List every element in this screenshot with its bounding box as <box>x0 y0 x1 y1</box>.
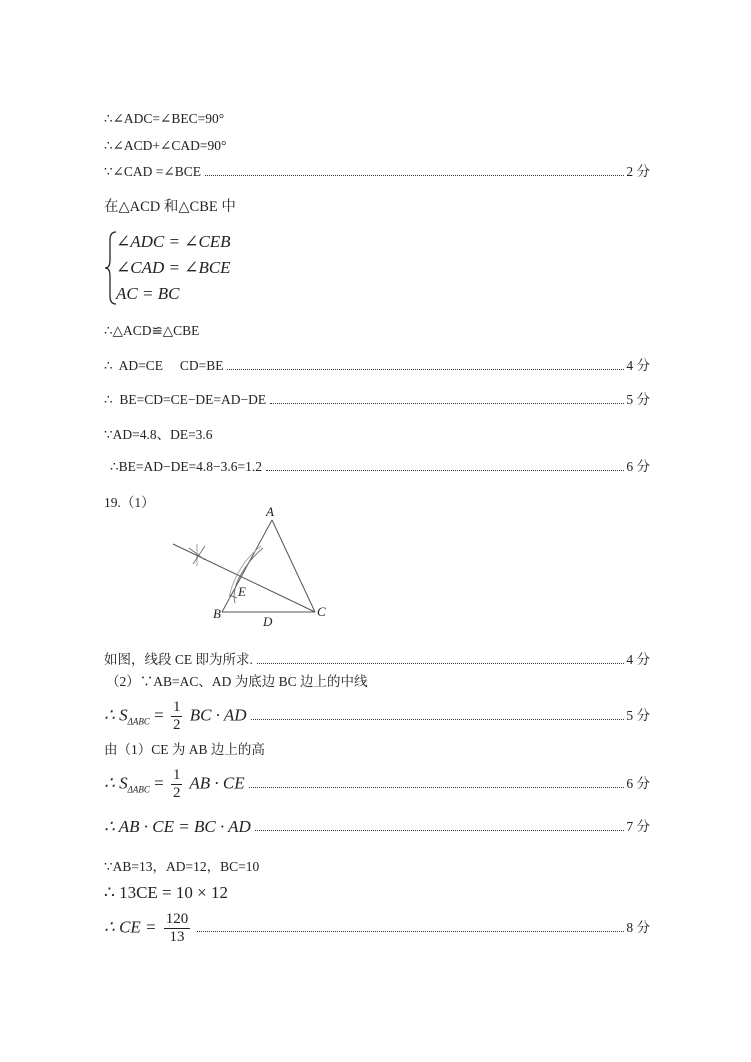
score-2: 2 分 <box>626 164 650 179</box>
proof-line-6-text: ∴ AD=CE CD=BE <box>104 358 224 373</box>
formula-1 <box>104 699 247 734</box>
formula-4 <box>104 911 193 946</box>
dot-leader <box>266 470 624 471</box>
dot-leader <box>251 719 625 720</box>
score-6: 6 分 <box>626 459 650 474</box>
proof-line-7-text: ∴ BE=CD=CE−DE=AD−DE <box>104 392 267 407</box>
fraction-den: 2 <box>172 716 181 733</box>
fraction-den: 13 <box>169 928 185 945</box>
vertex-label-a: A <box>266 504 274 519</box>
proof-line-6 <box>104 357 650 375</box>
score-7: 7 分 <box>626 819 650 834</box>
dot-leader <box>255 830 625 831</box>
formula-area-4 <box>104 907 650 949</box>
formula-area-3 <box>104 818 650 836</box>
system-eq-2: ∠CAD = ∠BCE <box>116 258 231 277</box>
point-label-d: D <box>263 614 273 629</box>
formula-2 <box>104 767 245 802</box>
formula-3: ∴ AB · CE = BC · AD <box>104 817 251 836</box>
formula-area-1 <box>104 698 650 734</box>
point-label-e: E <box>238 584 246 599</box>
formula-1-eq: = <box>154 704 164 724</box>
proof-line-1: ∴∠ADC=∠BEC=90° <box>104 111 225 126</box>
answer-line-3: 由（1）CE 为 AB 边上的高 <box>104 742 265 757</box>
proof-line-9-text: ∴BE=AD−DE=4.8−3.6=1.2 <box>110 459 263 474</box>
dot-leader <box>197 931 624 932</box>
vertex-label-c: C <box>317 604 326 619</box>
question-19-heading: 19.（1） <box>104 495 155 510</box>
score-8: 8 分 <box>626 920 650 935</box>
formula-2-eq: = <box>154 772 164 792</box>
formula-2-rest: AB · CE <box>189 772 245 792</box>
proof-line-4: 在△ACD 和△CBE 中 <box>104 199 236 215</box>
score-4: 4 分 <box>626 358 650 373</box>
fraction-den: 2 <box>172 784 181 801</box>
dot-leader <box>249 787 625 788</box>
vertex-label-b: B <box>213 606 221 621</box>
answer-line-2: （2）∵AB=AC、AD 为底边 BC 边上的中线 <box>106 674 368 689</box>
proof-line-3 <box>104 163 650 181</box>
dot-leader <box>205 175 624 176</box>
proof-line-9 <box>110 458 650 476</box>
proof-line-7 <box>104 391 650 409</box>
fraction-num: 120 <box>165 910 189 927</box>
formula-1-rest: BC · AD <box>189 704 247 724</box>
proof-line-3-text: ∵∠CAD =∠BCE <box>104 164 201 179</box>
answer-line-1 <box>104 651 650 669</box>
fraction-half <box>171 699 183 734</box>
score-6b: 6 分 <box>626 776 650 791</box>
given-values: ∵AB=13，AD=12，BC=10 <box>104 859 260 874</box>
dot-leader <box>270 403 624 404</box>
system-eq-3: AC = BC <box>116 284 180 303</box>
fraction-num: 1 <box>172 766 181 783</box>
fraction-half <box>171 767 183 802</box>
formula-4-prefix: ∴ CE = <box>104 916 157 936</box>
answer-line-1-text: 如图，线段 CE 即为所求. <box>104 652 253 667</box>
proof-line-2: ∴∠ACD+∠CAD=90° <box>104 138 227 153</box>
formula-1-sub: ΔABC <box>127 715 150 726</box>
fraction-result <box>164 911 191 946</box>
score-4b: 4 分 <box>626 652 650 667</box>
dot-leader <box>227 369 624 370</box>
dot-leader <box>257 663 624 664</box>
system-eq-1: ∠ADC = ∠CEB <box>116 232 231 251</box>
formula-2-prefix: ∴ S <box>104 772 128 792</box>
proof-line-8: ∵AD=4.8、DE=3.6 <box>104 427 213 442</box>
proof-line-5: ∴△ACD≌△CBE <box>104 323 200 338</box>
formula-1-prefix: ∴ S <box>104 704 128 724</box>
triangle-figure <box>165 500 340 630</box>
score-5: 5 分 <box>626 392 650 407</box>
formula-area-2 <box>104 766 650 802</box>
fraction-num: 1 <box>172 698 181 715</box>
formula-2-sub: ΔABC <box>127 783 150 794</box>
score-5b: 5 分 <box>626 708 650 723</box>
equation-line: ∴ 13CE = 10 × 12 <box>104 883 228 902</box>
